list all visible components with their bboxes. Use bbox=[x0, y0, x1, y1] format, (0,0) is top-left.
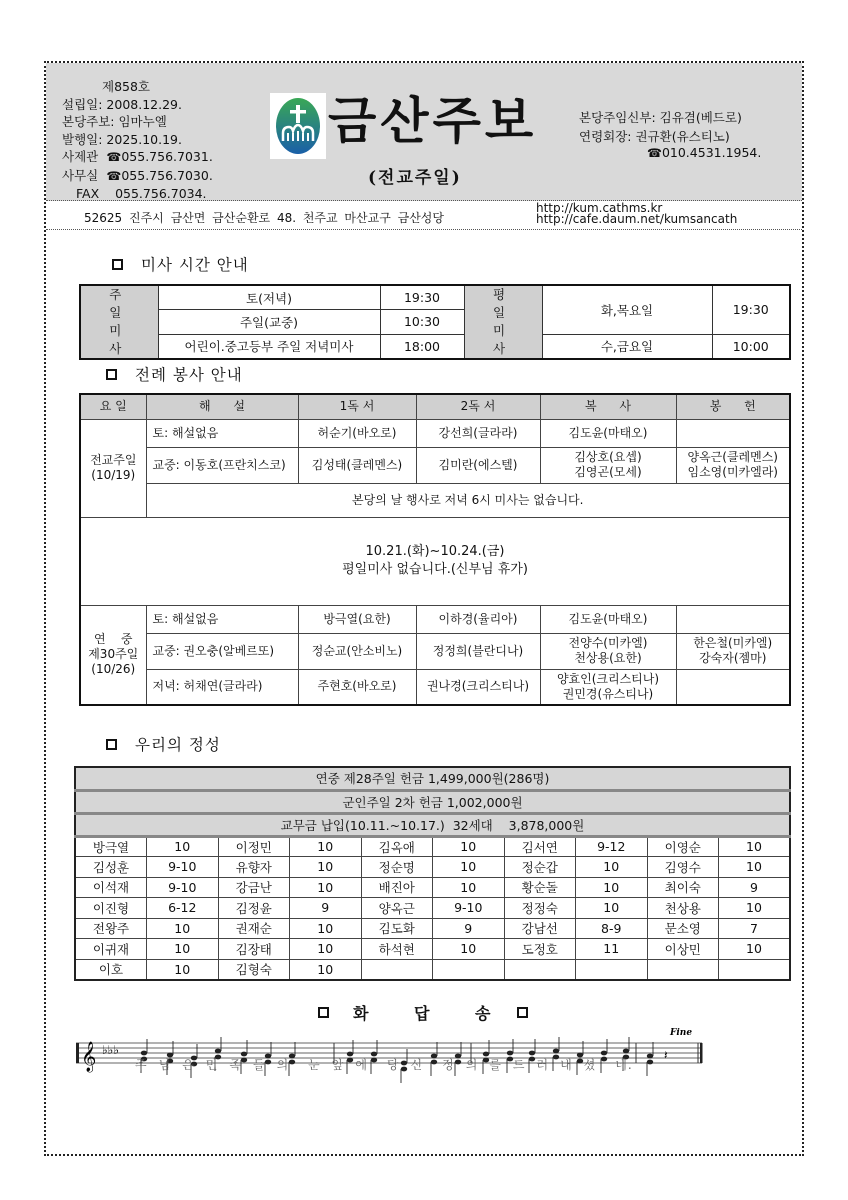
psalm-lyrics bbox=[135, 1056, 644, 1073]
psalm-score bbox=[66, 1018, 706, 1092]
donor-name: 정순갑 bbox=[504, 857, 576, 878]
donor-months: 10 bbox=[433, 857, 505, 878]
offering-row bbox=[75, 857, 790, 878]
notice-line1: 10.21.(화)~10.24.(금) bbox=[365, 544, 505, 559]
checkbox-square-icon bbox=[106, 739, 117, 750]
president-phone-line bbox=[579, 146, 761, 160]
donor-months: 10 bbox=[719, 836, 791, 857]
offertory-cell bbox=[676, 669, 790, 705]
parish-logo bbox=[270, 93, 326, 159]
week1-day bbox=[80, 419, 146, 517]
website-link[interactable]: http://kum.cathms.kr bbox=[536, 201, 663, 215]
donor-months bbox=[576, 959, 648, 980]
fax-label: FAX bbox=[76, 186, 100, 201]
reading1-cell: 정순교(안소비노) bbox=[298, 633, 416, 669]
donor-name: 배진아 bbox=[361, 877, 433, 898]
rectory-phone: 055.756.7031. bbox=[121, 149, 213, 164]
donor-name: 이진형 bbox=[75, 898, 147, 919]
mass-times-title: 미사 시간 안내 bbox=[141, 256, 249, 274]
lyric-syllable: 의 bbox=[276, 1058, 290, 1072]
donor-months: 8-9 bbox=[576, 918, 648, 939]
note-head bbox=[647, 1054, 653, 1059]
lyric-syllable: 신 bbox=[410, 1058, 424, 1072]
week2-day bbox=[80, 605, 146, 705]
weekday-mass-name: 수,금요일 bbox=[542, 334, 712, 359]
lyric-syllable: 당 bbox=[386, 1058, 400, 1072]
donor-months: 10 bbox=[576, 857, 648, 878]
donor-name: 김장태 bbox=[218, 939, 290, 960]
donor-name: 강남선 bbox=[504, 918, 576, 939]
commentary-cell: 저녁: 허채연(글라라) bbox=[146, 669, 298, 705]
donor-name: 최이숙 bbox=[647, 877, 719, 898]
donor-name: 하석현 bbox=[361, 939, 433, 960]
mass-times-heading bbox=[112, 253, 249, 275]
notice-line2: 평일미사 없습니다.(신부님 휴가) bbox=[342, 562, 528, 577]
commentary-cell: 토: 해설없음 bbox=[146, 419, 298, 447]
commentary-cell: 토: 해설없음 bbox=[146, 605, 298, 633]
music-staff bbox=[66, 1018, 706, 1088]
donor-months: 10 bbox=[290, 836, 362, 857]
flat-sign-icon: ♭♭♭ bbox=[102, 1043, 119, 1057]
week2-day-line2: 제30주일 bbox=[88, 647, 139, 662]
checkbox-square-icon bbox=[318, 1007, 329, 1018]
lyric-syllable: 님 bbox=[158, 1058, 172, 1072]
lower-note-head bbox=[647, 1060, 653, 1065]
col-commentary: 해 설 bbox=[146, 394, 298, 419]
week1-note: 본당의 날 행사로 저녁 6시 미사는 없습니다. bbox=[146, 483, 790, 517]
weekday-label-line1: 평 일 bbox=[492, 287, 528, 320]
fax-number: 055.756.7034. bbox=[115, 186, 207, 201]
bulletin-header bbox=[46, 63, 802, 201]
donor-months: 9 bbox=[433, 918, 505, 939]
donor-name: 전왕주 bbox=[75, 918, 147, 939]
president-phone: 010.4531.1954. bbox=[661, 145, 762, 160]
donor-name: 이상민 bbox=[647, 939, 719, 960]
offerings-table bbox=[74, 766, 791, 981]
week1-date: (10/19) bbox=[91, 468, 136, 482]
server-cell: 전양수(미카엘) 천상용(요한) bbox=[540, 633, 676, 669]
bulletin-title: 금산주보 bbox=[328, 91, 538, 150]
mass-time: 18:00 bbox=[380, 334, 464, 359]
sunday-mass-label bbox=[80, 285, 158, 359]
note-head bbox=[623, 1049, 629, 1054]
parish-address: 52625 진주시 금산면 금산순환로 48. 천주교 마산교구 금산성당 bbox=[84, 211, 444, 225]
table-row bbox=[80, 633, 790, 669]
issue-number: 제858호 bbox=[102, 79, 151, 94]
donor-months: 10 bbox=[719, 857, 791, 878]
server-cell: 김도윤(마태오) bbox=[540, 419, 676, 447]
lyric-syllable: 은 bbox=[182, 1058, 195, 1072]
office-phone-line bbox=[62, 167, 213, 186]
notice-row bbox=[80, 517, 790, 605]
donor-name: 천상용 bbox=[647, 898, 719, 919]
donor-name: 이석재 bbox=[75, 877, 147, 898]
fine-label: Fine bbox=[670, 1028, 693, 1038]
donor-name: 방극열 bbox=[75, 836, 147, 857]
donor-months: 11 bbox=[576, 939, 648, 960]
col-reading2: 2독 서 bbox=[416, 394, 540, 419]
donor-months: 9 bbox=[290, 898, 362, 919]
office-label: 사무실 bbox=[62, 167, 99, 183]
lyric-syllable: 주 bbox=[135, 1058, 148, 1072]
quarter-rest-icon: 𝄽 bbox=[664, 1048, 668, 1062]
donor-months: 10 bbox=[576, 898, 648, 919]
donor-name: 김영수 bbox=[647, 857, 719, 878]
donor-months: 9 bbox=[719, 877, 791, 898]
address-bar bbox=[46, 202, 802, 230]
lyric-syllable: 셨 bbox=[583, 1058, 597, 1072]
offering-summary-1: 연중 제28주일 헌금 1,499,000원(286명) bbox=[75, 767, 790, 790]
lyric-syllable: 드 bbox=[512, 1058, 526, 1072]
donor-months bbox=[433, 959, 505, 980]
reading2-cell: 권나경(크리스티나) bbox=[416, 669, 540, 705]
header-info bbox=[62, 78, 213, 203]
offertory-cell: 한은철(미카엘) 강숙자(젬마) bbox=[676, 633, 790, 669]
offering-row bbox=[75, 877, 790, 898]
logo-emblem-icon bbox=[275, 97, 321, 155]
week2-date: (10/26) bbox=[91, 662, 136, 677]
donor-months: 10 bbox=[290, 857, 362, 878]
president: 연령회장: 권규환(유스티노) bbox=[579, 129, 730, 144]
donor-name: 권재순 bbox=[218, 918, 290, 939]
phone-icon: ☎ bbox=[102, 150, 122, 164]
lyric-syllable: 들 bbox=[252, 1058, 266, 1072]
donor-name: 정정숙 bbox=[504, 898, 576, 919]
psalm-title: 화 답 송 bbox=[353, 1004, 511, 1023]
reading1-cell: 주현호(바오로) bbox=[298, 669, 416, 705]
lyric-syllable: 눈 bbox=[308, 1058, 321, 1072]
donor-name: 김형숙 bbox=[218, 959, 290, 980]
donor-months: 10 bbox=[290, 918, 362, 939]
donor-name: 정순명 bbox=[361, 857, 433, 878]
donor-name: 황순돌 bbox=[504, 877, 576, 898]
weekday-label-line2: 미 사 bbox=[492, 323, 528, 356]
table-row bbox=[80, 483, 790, 517]
donor-name: 문소영 bbox=[647, 918, 719, 939]
parish-urls bbox=[536, 203, 737, 225]
liturgy-heading bbox=[106, 363, 243, 385]
donor-name: 김성훈 bbox=[75, 857, 147, 878]
donor-name: 이귀재 bbox=[75, 939, 147, 960]
table-row bbox=[80, 605, 790, 633]
donor-name: 김서연 bbox=[504, 836, 576, 857]
server-cell: 김도윤(마태오) bbox=[540, 605, 676, 633]
donor-months: 10 bbox=[147, 939, 219, 960]
table-row bbox=[80, 447, 790, 483]
lyric-syllable: 네. bbox=[615, 1058, 633, 1072]
phone-icon: ☎ bbox=[102, 168, 122, 183]
commentary-cell: 교중: 권오충(알베르또) bbox=[146, 633, 298, 669]
donor-name: 이정민 bbox=[218, 836, 290, 857]
donor-months: 9-10 bbox=[147, 877, 219, 898]
header-contacts bbox=[579, 108, 761, 160]
checkbox-square-icon bbox=[112, 259, 123, 270]
checkbox-square-icon bbox=[106, 369, 117, 380]
lyric-syllable: 정 bbox=[442, 1058, 455, 1072]
note-head bbox=[553, 1049, 559, 1054]
reading1-cell: 방극열(요한) bbox=[298, 605, 416, 633]
reading2-cell: 강선희(글라라) bbox=[416, 419, 540, 447]
reading2-cell: 이하경(율리아) bbox=[416, 605, 540, 633]
note-head bbox=[507, 1051, 513, 1056]
donor-name: 이영순 bbox=[647, 836, 719, 857]
liturgy-table bbox=[79, 393, 791, 706]
offering-summary-3: 교무금 납입(10.11.~10.17.) 32세대 3,878,000원 bbox=[75, 813, 790, 836]
offering-row bbox=[75, 959, 790, 980]
table-row bbox=[80, 419, 790, 447]
donor-months: 7 bbox=[719, 918, 791, 939]
donor-name: 유향자 bbox=[218, 857, 290, 878]
offering-row bbox=[75, 898, 790, 919]
donor-months bbox=[719, 959, 791, 980]
donor-name: 김도화 bbox=[361, 918, 433, 939]
note-head bbox=[601, 1051, 607, 1056]
sunday-label-line2: 미 사 bbox=[109, 323, 144, 356]
published-date: 발행일: 2025.10.19. bbox=[62, 131, 182, 147]
donor-months: 10 bbox=[433, 836, 505, 857]
col-offertory: 봉 헌 bbox=[676, 394, 790, 419]
mass-name: 어린이.중고등부 주일 저녁미사 bbox=[158, 334, 380, 359]
rectory-label: 사제관 bbox=[62, 149, 99, 164]
reading1-cell: 김성태(클레멘스) bbox=[298, 447, 416, 483]
mass-times-table bbox=[79, 284, 791, 360]
donor-name: 김옥애 bbox=[361, 836, 433, 857]
donor-months: 10 bbox=[719, 939, 791, 960]
offerings-heading bbox=[106, 733, 221, 755]
week2-day-line1: 연 중 bbox=[94, 632, 133, 647]
donor-name: 도정호 bbox=[504, 939, 576, 960]
lyric-syllable: 의 bbox=[465, 1058, 479, 1072]
pastor: 본당주임신부: 김유겸(베드로) bbox=[579, 110, 742, 125]
fax-line bbox=[62, 185, 213, 203]
donor-months: 10 bbox=[290, 939, 362, 960]
mass-name: 토(저녁) bbox=[158, 285, 380, 310]
donor-months: 10 bbox=[147, 918, 219, 939]
note-head bbox=[141, 1051, 147, 1056]
mass-time: 19:30 bbox=[380, 285, 464, 310]
server-cell: 양효인(크리스티나) 권민경(유스티나) bbox=[540, 669, 676, 705]
donor-months: 10 bbox=[147, 836, 219, 857]
donor-name: 강금난 bbox=[218, 877, 290, 898]
donor-months: 9-10 bbox=[433, 898, 505, 919]
donor-name bbox=[504, 959, 576, 980]
donor-months: 10 bbox=[290, 959, 362, 980]
lyric-syllable: 족 bbox=[229, 1058, 242, 1072]
commentary-cell: 교중: 이동호(프란치스코) bbox=[146, 447, 298, 483]
liturgy-header-row bbox=[80, 394, 790, 419]
donor-name bbox=[647, 959, 719, 980]
patron: 본당주보: 임마누엘 bbox=[62, 114, 167, 129]
donor-months: 9-10 bbox=[147, 857, 219, 878]
lyric-syllable: 를 bbox=[489, 1058, 502, 1072]
end-barline bbox=[700, 1043, 703, 1063]
offering-row bbox=[75, 918, 790, 939]
offering-summary-2: 군인주일 2차 헌금 1,002,000원 bbox=[75, 790, 790, 813]
offertory-cell bbox=[676, 419, 790, 447]
mass-time: 10:30 bbox=[380, 310, 464, 335]
offertory-cell: 양옥근(클레멘스) 임소영(미카엘라) bbox=[676, 447, 790, 483]
start-barline bbox=[76, 1043, 79, 1063]
weekday-mass-label bbox=[464, 285, 542, 359]
donor-name: 김정윤 bbox=[218, 898, 290, 919]
week1-day-name: 전교주일 bbox=[90, 453, 137, 467]
reading2-cell: 김미란(에스텔) bbox=[416, 447, 540, 483]
lyric-syllable: 민 bbox=[205, 1058, 219, 1072]
offerings-title: 우리의 정성 bbox=[135, 736, 221, 754]
lyric-syllable: 러 bbox=[536, 1058, 550, 1072]
weekday-mass-time: 10:00 bbox=[712, 334, 790, 359]
note-head bbox=[529, 1051, 535, 1056]
sunday-label-line1: 주 일 bbox=[109, 287, 144, 320]
donor-months: 9-12 bbox=[576, 836, 648, 857]
donor-name: 양옥근 bbox=[361, 898, 433, 919]
donor-months: 10 bbox=[433, 939, 505, 960]
weekday-mass-time: 19:30 bbox=[712, 285, 790, 334]
donor-months: 10 bbox=[290, 877, 362, 898]
server-cell: 김상호(요셉) 김영곤(모세) bbox=[540, 447, 676, 483]
donor-name bbox=[361, 959, 433, 980]
office-phone: 055.756.7030. bbox=[121, 167, 213, 183]
lyric-syllable: 앞 bbox=[331, 1058, 345, 1072]
rectory-phone-line bbox=[62, 148, 213, 167]
cafe-link[interactable]: http://cafe.daum.net/kumsancath bbox=[536, 212, 738, 226]
donor-months: 10 bbox=[147, 959, 219, 980]
liturgy-title: 전례 봉사 안내 bbox=[135, 366, 243, 384]
reading2-cell: 정정희(블란디나) bbox=[416, 633, 540, 669]
col-server: 복 사 bbox=[540, 394, 676, 419]
offering-row bbox=[75, 939, 790, 960]
offertory-cell bbox=[676, 605, 790, 633]
note-head bbox=[215, 1049, 221, 1054]
weekday-mass-notice bbox=[80, 517, 790, 605]
table-row bbox=[80, 669, 790, 705]
offering-row bbox=[75, 836, 790, 857]
founded-date: 설립일: 2008.12.29. bbox=[62, 96, 182, 112]
bulletin-subtitle: (전교주일) bbox=[368, 168, 462, 188]
donor-months: 10 bbox=[433, 877, 505, 898]
donor-months: 6-12 bbox=[147, 898, 219, 919]
checkbox-square-icon bbox=[517, 1007, 528, 1018]
reading1-cell: 허순기(바오로) bbox=[298, 419, 416, 447]
lyric-syllable: 내 bbox=[560, 1058, 573, 1072]
phone-icon: ☎ bbox=[647, 146, 662, 160]
treble-clef-icon: 𝄞 bbox=[81, 1042, 97, 1072]
col-reading1: 1독 서 bbox=[298, 394, 416, 419]
donor-months: 10 bbox=[576, 877, 648, 898]
lyric-syllable: 에 bbox=[355, 1058, 368, 1072]
bulletin-frame bbox=[44, 61, 804, 1156]
donor-name: 이호 bbox=[75, 959, 147, 980]
donor-months: 10 bbox=[719, 898, 791, 919]
col-day: 요 일 bbox=[80, 394, 146, 419]
mass-name: 주일(교중) bbox=[158, 310, 380, 335]
weekday-mass-name: 화,목요일 bbox=[542, 285, 712, 334]
